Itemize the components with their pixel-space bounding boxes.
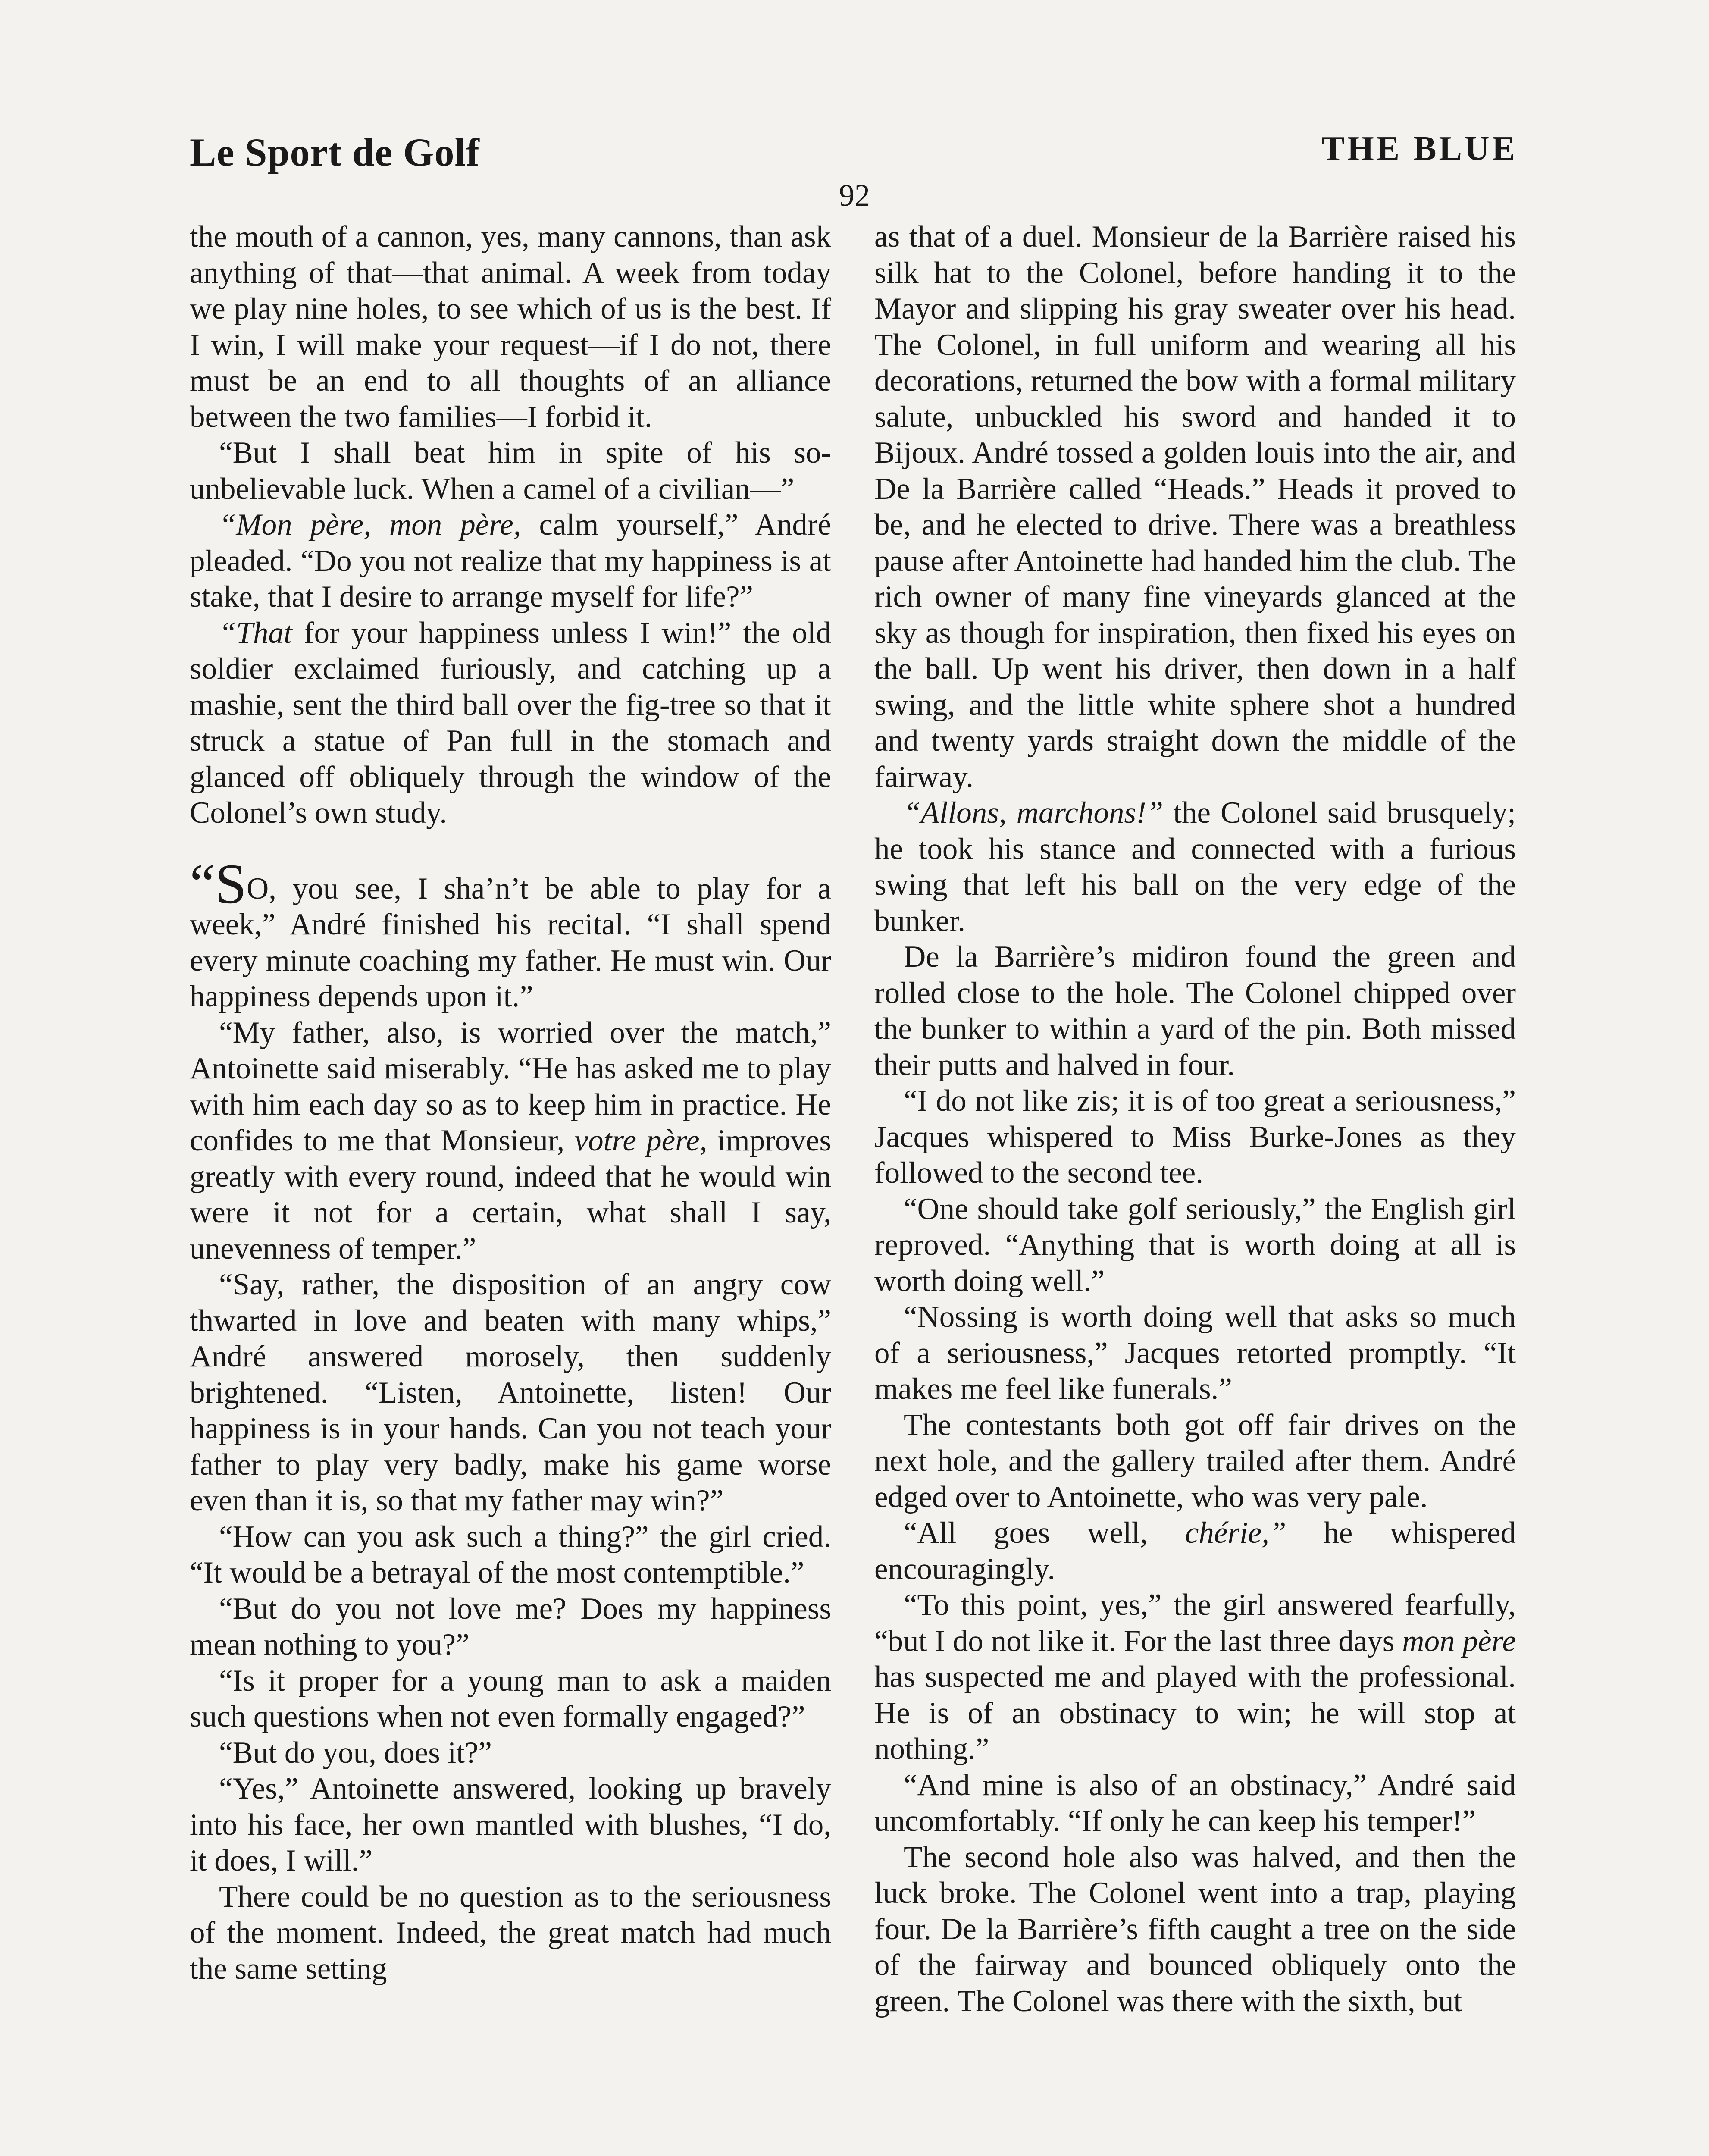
page-number: 92 <box>839 178 870 213</box>
paragraph-text: “All goes well, <box>904 1516 1148 1550</box>
paragraph <box>190 852 831 1015</box>
paragraph <box>190 1591 831 1663</box>
paragraph <box>190 1771 831 1879</box>
paragraph-text: “To this point, yes,” the girl answered fearfully, “but I do not like it. For the last three days <box>874 1588 1516 1658</box>
paragraph <box>874 1839 1516 2020</box>
right-text-column <box>874 219 1516 2019</box>
paragraph <box>190 219 831 435</box>
paragraph-text: the Colonel said brusquely; he took his stance and connected with a furious swing that left his ball on the very edge of the bunker. <box>874 796 1516 938</box>
paragraph <box>190 1879 831 1987</box>
paragraph <box>874 1407 1516 1516</box>
paragraph <box>874 1587 1516 1767</box>
paragraph-text: There could be no question as to the seriousness of the moment. Indeed, the great match had much the same setting <box>190 1880 831 1986</box>
paragraph-text: he whispered encouragingly. <box>874 1516 1516 1586</box>
drop-cap: “S <box>190 852 247 915</box>
paragraph <box>874 1767 1516 1839</box>
paragraph-text: The second hole also was halved, and then the luck broke. The Colonel went into a trap, playing four. De la Barrière’s fifth caught a tree on the side of the fairway and bounced obliquely onto the green. The Colonel was there with the sixth, but <box>874 1840 1516 2018</box>
paragraph <box>190 1663 831 1735</box>
paragraph <box>874 1191 1516 1300</box>
paragraph <box>190 507 831 615</box>
left-text-column <box>190 219 831 1987</box>
paragraph-text: the mouth of a cannon, yes, many cannons, than ask anything of that—that animal. A week from today we play nine holes, to see which of us is the best. If I win, I will make your request—if I do not, there must be an end to all thoughts of an alliance between the two families—I forbid it. <box>190 220 831 434</box>
emphasis: chérie,” <box>1148 1516 1286 1550</box>
paragraph-text: “Nossing is worth doing well that asks so much of a seriousness,” Jacques retorted promptly. “It makes me feel like funerals.” <box>874 1300 1516 1406</box>
paragraph-text: “One should take golf seriously,” the English girl reproved. “Anything that is worth doing at all is worth doing well.” <box>874 1192 1516 1298</box>
paragraph-text: De la Barrière’s midiron found the green and rolled close to the hole. The Colonel chipped over the bunker to within a yard of the pin. Both missed their putts and halved in four. <box>874 940 1516 1082</box>
paragraph-text: as that of a duel. Monsieur de la Barrière raised his silk hat to the Colonel, before handing it to the Mayor and slipping his gray sweater over his head. The Colonel, in full uniform and wearing all his decorations, returned the bow with a formal military salute, unbuckled his sword and handed it to Bijoux. André tossed a golden louis into the air, and De la Barrière called “Heads.” Heads it proved to be, and he elected to drive. There was a breathless pause after Antoinette had handed him the club. The rich owner of many fine vineyards glanced at the sky as though for inspiration, then fixed his eyes on the ball. Up went his driver, then down in a half swing, and the little white sphere shot a hundred and twenty yards straight down the middle of the fairway. <box>874 220 1516 794</box>
paragraph <box>874 219 1516 795</box>
paragraph <box>874 1299 1516 1407</box>
emphasis: “Mon père, mon père, <box>219 508 521 542</box>
paragraph <box>874 939 1516 1083</box>
paragraph-text: calm yourself,” André pleaded. “Do you not realize that my happiness is at stake, that I desire to arrange myself for life?” <box>190 508 831 614</box>
paragraph <box>190 1519 831 1591</box>
paragraph-text: has suspected me and played with the professional. He is of an obstinacy to win; he will stop at nothing.” <box>874 1660 1516 1766</box>
paragraph-text: “But do you not love me? Does my happiness mean nothing to you?” <box>190 1592 831 1661</box>
paragraph-text: for your happiness unless I win!” the old soldier exclaimed furiously, and catching up a mashie, sent the third ball over the fig-tree so that it struck a statue of Pan full in the stomach and glanced off obliquely through the window of the Colonel’s own study. <box>190 616 831 830</box>
paragraph-text: “But I shall beat him in spite of his so-unbelievable luck. When a camel of a civilian—” <box>190 436 831 506</box>
paragraph <box>190 435 831 507</box>
paragraph <box>190 1267 831 1519</box>
paragraph-text: “Yes,” Antoinette answered, looking up bravely into his face, her own mantled with blushes, “I do, it does, I will.” <box>190 1772 831 1877</box>
running-title: Le Sport de Golf <box>190 130 480 174</box>
paragraph <box>874 1083 1516 1191</box>
paragraph-text: O, you see, I sha’n’t be able to play for a week,” André finished his recital. “I shall spend every minute coaching my father. He must win. Our happiness depends upon it.” <box>190 871 831 1013</box>
emphasis: mon père <box>1394 1624 1516 1658</box>
paragraph-text: improves greatly with every round, indeed that he would win were it not for a certain, what shall I say, unevenness of temper.” <box>190 1124 831 1266</box>
paragraph-text: “But do you, does it?” <box>219 1736 492 1770</box>
emphasis: “Allons, marchons!” <box>904 796 1164 830</box>
paragraph <box>190 615 831 831</box>
paragraph-text: “How can you ask such a thing?” the girl cried. “It would be a betrayal of the most contemptible.” <box>190 1520 831 1589</box>
paragraph <box>190 1015 831 1267</box>
paragraph-text: “Say, rather, the disposition of an angry cow thwarted in love and beaten with many whips,” André answered morosely, then suddenly brightened. “Listen, Antoinette, listen! Our happiness is in your hands. Can you not teach your father to play very badly, make his game worse even than it is, so that my father may win?” <box>190 1268 831 1517</box>
emphasis: “That <box>219 616 292 650</box>
paragraph <box>874 795 1516 939</box>
paragraph-text: “My father, also, is worried over the match,” Antoinette said miserably. “He has asked me to play with him each day so as to keep him in practice. He confides to me that Monsieur, <box>190 1015 831 1157</box>
paragraph-text: The contestants both got off fair drives on the next hole, and the gallery trailed after them. André edged over to Antoinette, who was very pale. <box>874 1408 1516 1514</box>
paragraph-text: “And mine is also of an obstinacy,” André said uncomfortably. “If only he can keep his temper!” <box>874 1768 1516 1838</box>
paragraph-text: “I do not like zis; it is of too great a seriousness,” Jacques whispered to Miss Burke-Jones as they followed to the second tee. <box>874 1084 1516 1190</box>
paragraph <box>190 1735 831 1771</box>
emphasis: votre père, <box>564 1124 707 1157</box>
paragraph <box>874 1515 1516 1587</box>
paragraph-text: “Is it proper for a young man to ask a maiden such questions when not even formally engaged?” <box>190 1664 831 1733</box>
magazine-title: THE BLUE <box>1321 130 1518 168</box>
